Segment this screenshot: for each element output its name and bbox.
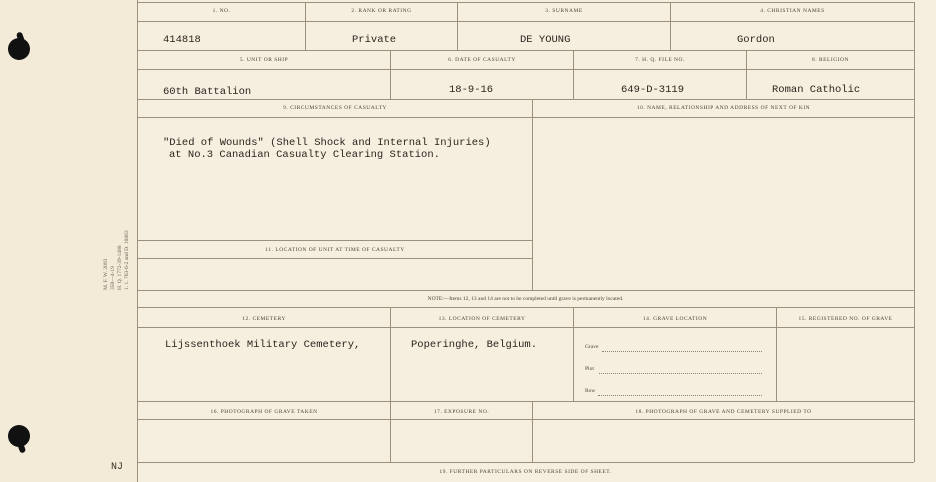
- note: NOTE:—Items 12, 13 and 14 are not to be completed until grave is permanently located.: [427, 296, 624, 302]
- value-cemetery: Lijssenthoek Military Cemetery,: [165, 339, 361, 351]
- header-photo-taken: 16. PHOTOGRAPH OF GRAVE TAKEN: [210, 409, 318, 415]
- header-circumstances: 9. CIRCUMSTANCES OF CASUALTY: [283, 105, 387, 111]
- value-circumstances-line1: "Died of Wounds" (Shell Shock and Internal Injuries): [163, 137, 491, 149]
- value-file-no: 649-D-3119: [621, 84, 685, 96]
- header-photo-supplied: 18. PHOTOGRAPH OF GRAVE AND CEMETERY SUPPLIED TO: [635, 409, 812, 415]
- header-exposure: 17. EXPOSURE NO.: [433, 409, 490, 415]
- header-location-cemetery: 13. LOCATION OF CEMETERY: [438, 316, 526, 322]
- value-rank: Private: [352, 34, 397, 46]
- print-code: [103, 230, 131, 290]
- header-cemetery: 12. CEMETERY: [242, 316, 286, 322]
- stamp-initials: NJ: [111, 462, 124, 473]
- value-unit: 60th Battalion: [163, 86, 252, 98]
- value-religion: Roman Catholic: [772, 84, 861, 96]
- print-code-line: H. Q. 1772-39-1488: [117, 245, 123, 290]
- header-christian-names: 4. CHRISTIAN NAMES: [760, 8, 825, 14]
- print-code-line: 350—4-19: [110, 266, 116, 290]
- header-unit: 5. UNIT OR SHIP: [239, 57, 289, 63]
- plot-label: Plot: [585, 366, 594, 372]
- grave-label: Grave: [585, 344, 599, 350]
- punch-hole: [8, 38, 30, 60]
- header-grave-location: 14. GRAVE LOCATION: [642, 316, 708, 322]
- header-registered-no: 15. REGISTERED NO. OF GRAVE: [798, 316, 893, 322]
- row-label: Row: [585, 388, 596, 394]
- header-surname: 3. SURNAME: [545, 8, 583, 14]
- header-religion: 8. RELIGION: [812, 57, 849, 63]
- value-date: 18-9-16: [449, 84, 494, 96]
- footer-further-particulars: 19. FURTHER PARTICULARS ON REVERSE SIDE OF SHEET.: [439, 469, 612, 475]
- header-no: 1. NO.: [212, 8, 231, 14]
- print-code-line: 1. 1. 763-6-2 and D. 10863: [124, 230, 130, 290]
- header-location-unit: 11. LOCATION OF UNIT AT TIME OF CASUALTY: [265, 247, 405, 253]
- header-next-of-kin: 10. NAME, RELATIONSHIP AND ADDRESS OF NEXT OF KIN: [636, 105, 811, 111]
- punch-hole: [8, 425, 30, 447]
- header-date: 6. DATE OF CASUALTY: [448, 57, 516, 63]
- header-rank: 2. RANK OR RATING: [351, 8, 412, 14]
- header-file-no: 7. H. Q. FILE NO.: [635, 57, 685, 63]
- value-christian-names: Gordon: [737, 34, 775, 46]
- value-location-cemetery: Poperinghe, Belgium.: [411, 339, 538, 351]
- value-surname: DE YOUNG: [520, 34, 571, 46]
- value-circumstances-line2: at No.3 Canadian Casualty Clearing Station.: [169, 149, 440, 161]
- value-no: 414818: [163, 34, 201, 46]
- card-stub: [0, 0, 138, 482]
- print-code-line: M. F. W. 2093: [103, 258, 109, 290]
